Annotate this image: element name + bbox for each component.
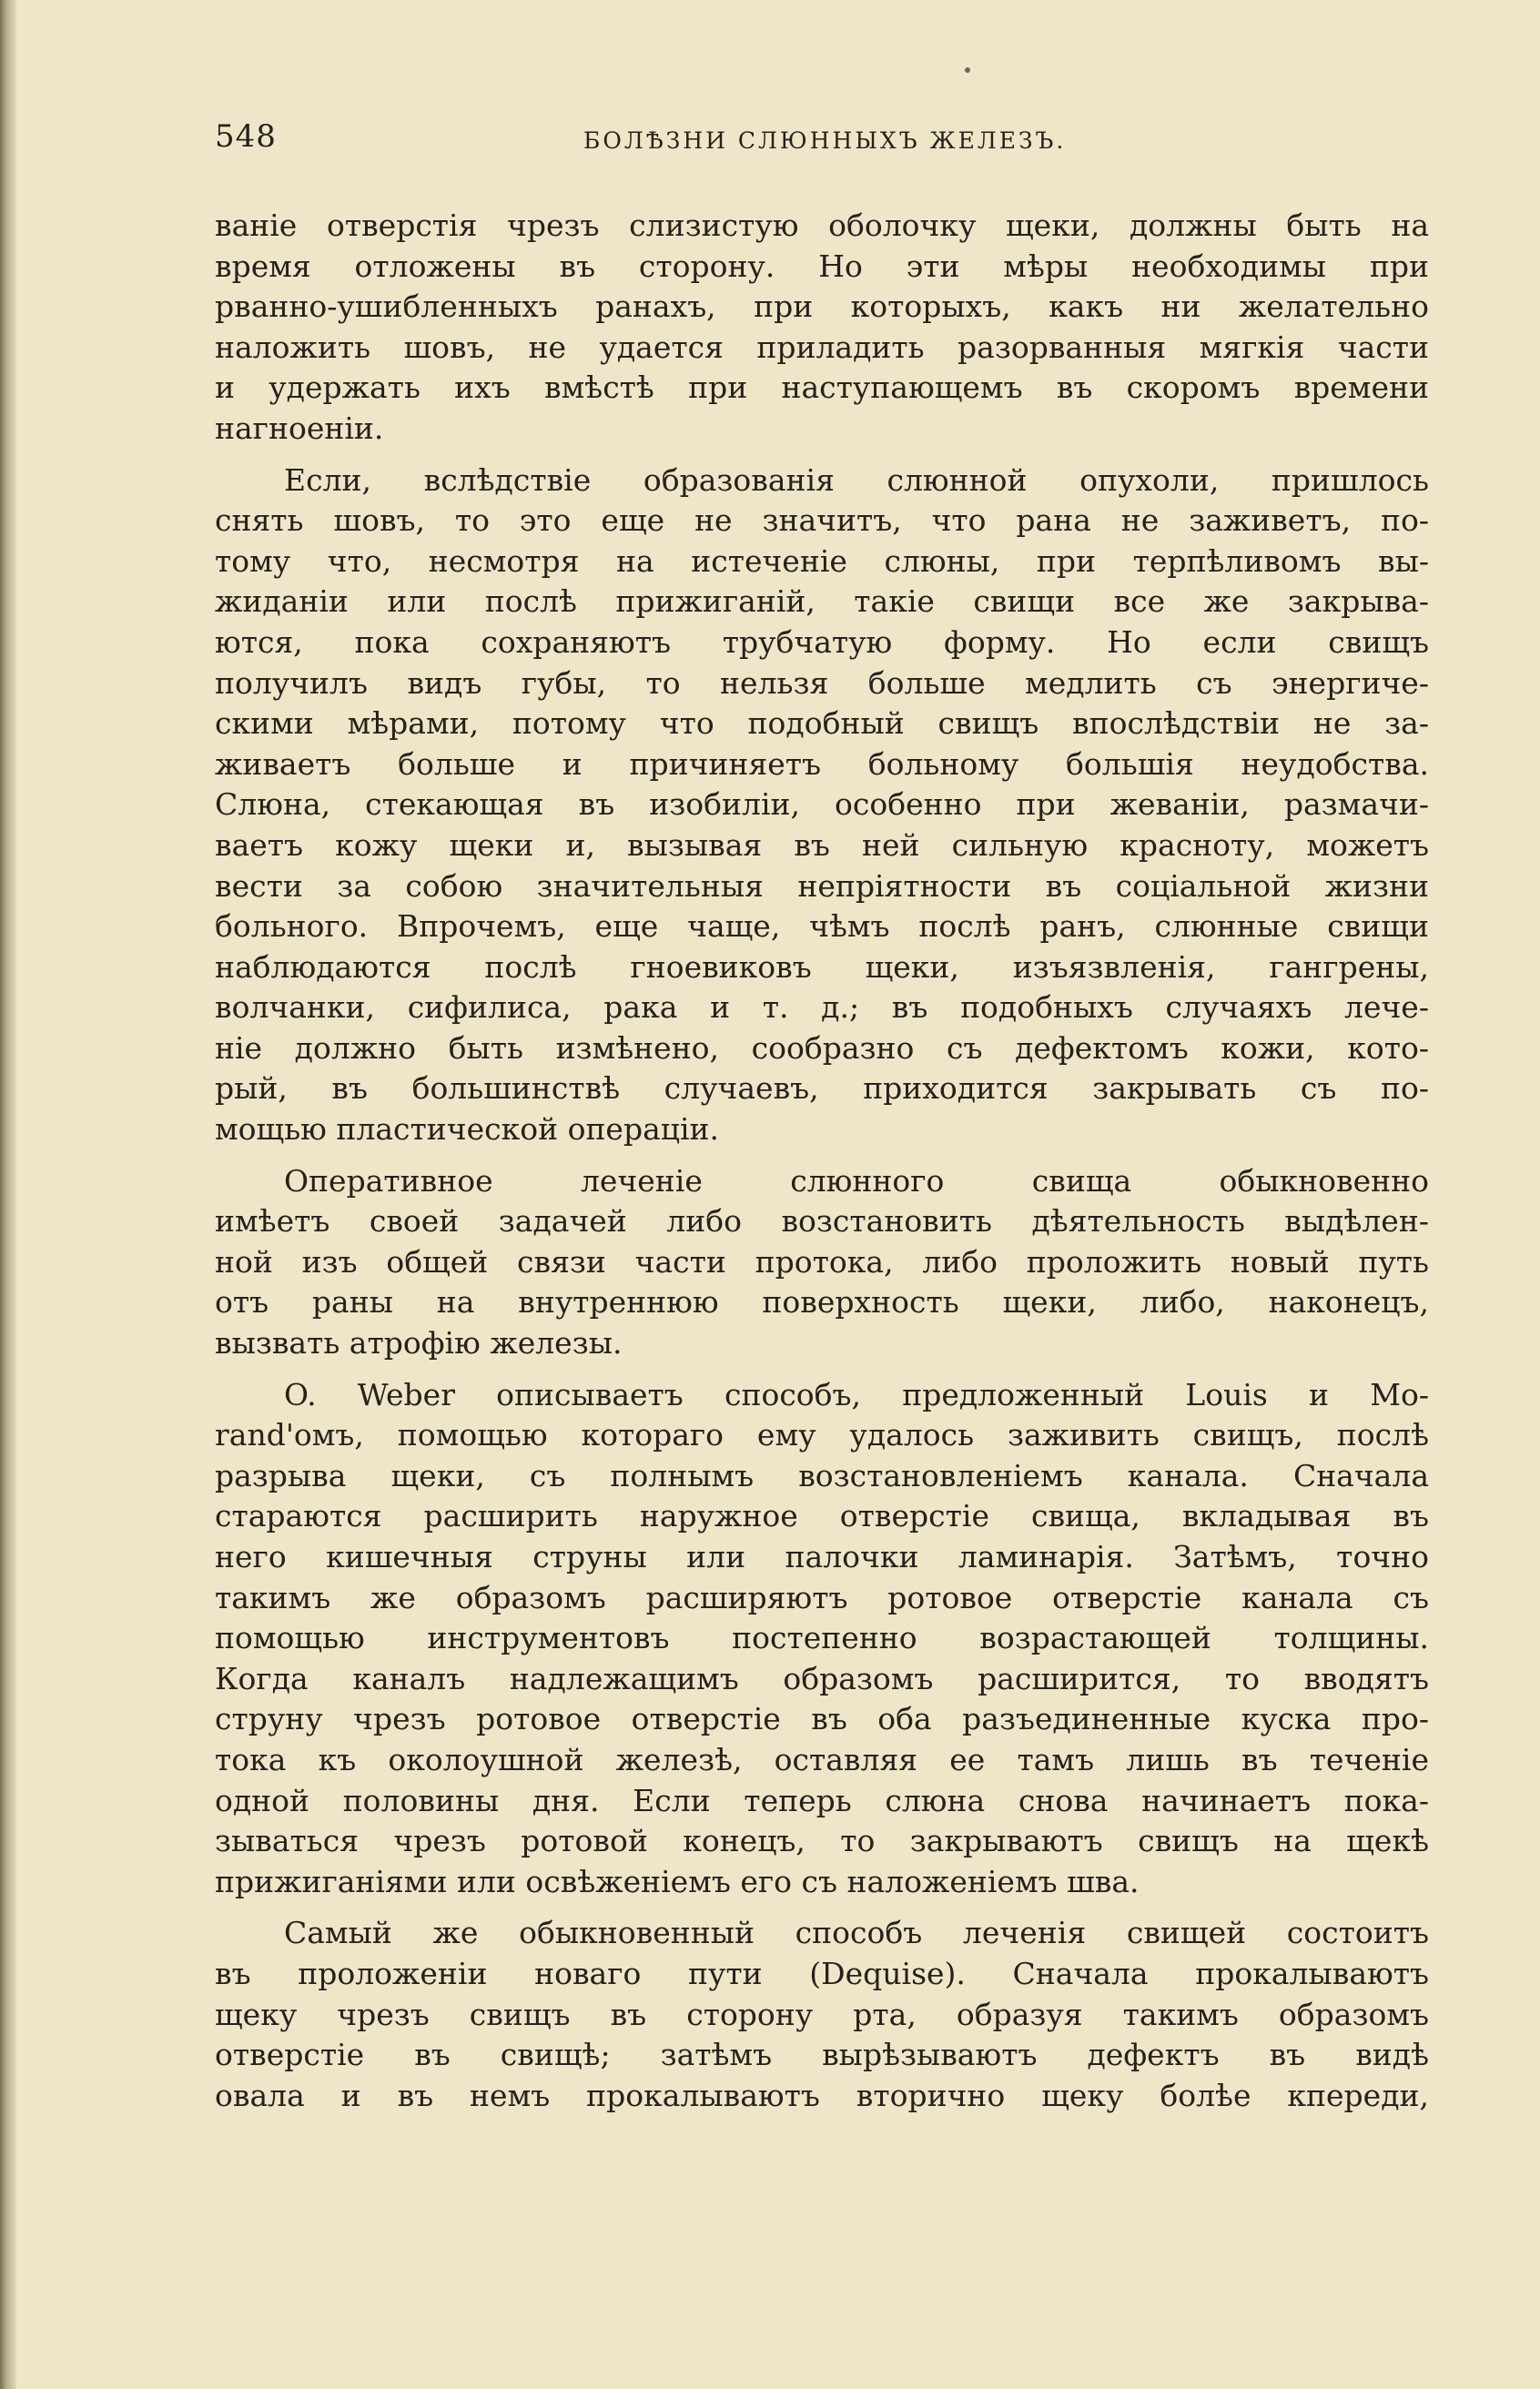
text-line: въ проложеніи новаго пути (Dequise). Сначала прокалываютъ [215, 1955, 1429, 1991]
text-line: тока къ околоушной железѣ, оставляя ее тамъ лишь въ теченіе [215, 1741, 1429, 1777]
page-number: 548 [215, 118, 277, 155]
text-line: наблюдаются послѣ гноевиковъ щеки, изъязвленія, гангрены, [215, 948, 1429, 985]
text-line: Если, вслѣдствіе образованія слюнной опухоли, пришлось [284, 461, 1429, 498]
text-line: рый, въ большинствѣ случаевъ, приходится закрывать съ по- [215, 1070, 1429, 1107]
text-line: жиданіи или послѣ прижиганій, такіе свищи все же закрыва- [215, 583, 1429, 620]
text-line: отверстіе въ свищѣ; затѣмъ вырѣзываютъ дефектъ въ видѣ [215, 2037, 1429, 2073]
body-text [215, 206, 1429, 2116]
text-line: прижиганіями или освѣженіемъ его съ наложеніемъ шва. [215, 1863, 1140, 1899]
print-speck [965, 67, 970, 73]
text-line: тому что, несмотря на истеченіе слюны, при терпѣливомъ вы- [215, 542, 1429, 579]
paragraph-2 [215, 461, 1429, 1150]
text-line: него кишечныя струны или палочки ламинарія. Затѣмъ, точно [215, 1539, 1429, 1574]
text-line: больного. Впрочемъ, еще чаще, чѣмъ послѣ ранъ, слюнные свищи [215, 908, 1429, 945]
text-line: нагноеніи. [215, 410, 384, 446]
text-line: вести за собою значительныя непріятности въ соціальной жизни [215, 867, 1429, 904]
text-line: мощью пластической операціи. [215, 1111, 720, 1148]
text-line: помощью инструментовъ постепенно возрастающей толщины. [215, 1620, 1429, 1656]
text-line: зываться чрезъ ротовой конецъ, то закрываютъ свищъ на щекѣ [215, 1823, 1429, 1859]
paragraph-5 [215, 1913, 1429, 2116]
text-line: овала и въ немъ прокалываютъ вторично щеку болѣе кпереди, [215, 2077, 1429, 2113]
text-line: вызвать атрофію железы. [215, 1325, 623, 1362]
text-line: rand'омъ, помощью котораго ему удалось заживить свищъ, послѣ [215, 1417, 1429, 1453]
text-line: такимъ же образомъ расширяютъ ротовое отверстіе канала съ [215, 1579, 1429, 1615]
text-line: разрыва щеки, съ полнымъ возстановленіемъ канала. Сначала [215, 1457, 1429, 1493]
paragraph-4 [215, 1375, 1429, 1903]
text-line: рванно-ушибленныхъ ранахъ, при которыхъ, какъ ни желательно [215, 289, 1429, 325]
text-line: стараются расширить наружное отверстіе свища, вкладывая въ [215, 1498, 1429, 1534]
text-line: Слюна, стекающая въ изобиліи, особенно при жеваніи, размачи- [215, 786, 1429, 823]
text-line: и удержать ихъ вмѣстѣ при наступающемъ въ скоромъ времени [215, 369, 1429, 406]
text-line: снять шовъ, то это еще не значитъ, что рана не заживетъ, по- [215, 502, 1429, 539]
paragraph-1 [215, 206, 1429, 450]
text-line: получилъ видъ губы, то нельзя больше медлить съ энергиче- [215, 664, 1429, 701]
text-line: щеку чрезъ свищъ въ сторону рта, образуя такимъ образомъ [215, 1996, 1429, 2032]
paragraph-3 [215, 1161, 1429, 1364]
text-line: волчанки, сифилиса, рака и т. д.; въ подобныхъ случаяхъ лече- [215, 989, 1429, 1026]
text-line: ваніе отверстія чрезъ слизистую оболочку щеки, должны быть на [215, 208, 1429, 243]
text-line: наложить шовъ, не удается приладить разорванныя мягкія части [215, 329, 1429, 365]
text-line: ной изъ общей связи части протока, либо проложить новый путь [215, 1243, 1429, 1280]
text-line: отъ раны на внутреннюю поверхность щеки, либо, наконецъ, [215, 1284, 1429, 1321]
text-line: одной половины дня. Если теперь слюна снова начинаетъ пока- [215, 1782, 1429, 1818]
text-line: O. Weber описываетъ способъ, предложенный Louis и Mo- [284, 1376, 1429, 1412]
running-title: БОЛѢЗНИ СЛЮННЫХЪ ЖЕЛЕЗЪ. [583, 127, 1067, 154]
text-line: ніе должно быть измѣнено, сообразно съ дефектомъ кожи, кото- [215, 1029, 1429, 1066]
text-line: живаетъ больше и причиняетъ больному большія неудобства. [215, 745, 1429, 782]
text-line: Самый же обыкновенный способъ леченія свищей состоитъ [284, 1915, 1429, 1951]
text-line: ются, пока сохраняютъ трубчатую форму. Но если свищъ [215, 623, 1429, 660]
page-header [215, 118, 1425, 173]
text-line: имѣетъ своей задачей либо возстановить дѣятельность выдѣлен- [215, 1203, 1429, 1240]
text-line: ваетъ кожу щеки и, вызывая въ ней сильную красноту, можетъ [215, 826, 1429, 863]
text-line: время отложены въ сторону. Но эти мѣры необходимы при [215, 248, 1429, 284]
text-line: Когда каналъ надлежащимъ образомъ расширится, то вводятъ [215, 1660, 1429, 1696]
page-binding-edge [0, 0, 16, 2389]
text-line: струну чрезъ ротовое отверстіе въ оба разъединенные куска про- [215, 1701, 1429, 1737]
text-line: скими мѣрами, потому что подобный свищъ впослѣдствіи не за- [215, 705, 1429, 742]
text-line: Оперативное леченіе слюнного свища обыкновенно [284, 1162, 1429, 1199]
